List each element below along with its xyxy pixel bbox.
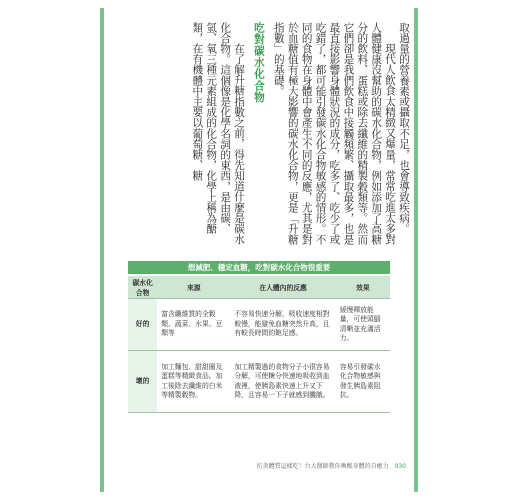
table-title: 想減肥、穩定血糖，吃對碳水化合物很重要 bbox=[128, 261, 390, 274]
table-row-bad bbox=[128, 351, 390, 413]
page-footer bbox=[226, 461, 406, 470]
footer-book-title: 抗炎體質這樣吃！台大醫師教你喚醒身體的自癒力 bbox=[256, 463, 389, 470]
row-label-good: 好的 bbox=[128, 299, 157, 351]
cell-source-bad: 加工麵包、甜甜圈及蛋糕等精緻食品。加工後除去纖維的白米等精製穀物。 bbox=[157, 351, 230, 413]
section-heading: 吃對碳水化合物 bbox=[252, 22, 265, 104]
cell-source-good: 富含纖維質的全穀類、蔬菜、水果、豆類等 bbox=[157, 299, 230, 351]
page-right-border bbox=[414, 8, 418, 492]
cell-reaction-bad: 加工精製過的食物分子小很容易分解，可使糖分快速地吸收到血液裡，使胰島素快速上升又下降，且容易一下子就感到饑餓。 bbox=[230, 351, 335, 413]
header-carb: 碳水化合物 bbox=[128, 276, 157, 299]
cell-effect-bad: 容易引發碳水化合物敏感與發生胰島素阻抗。 bbox=[336, 351, 390, 413]
header-reaction: 在人體內的反應 bbox=[230, 276, 335, 299]
page-left-border bbox=[100, 8, 104, 492]
row-label-bad: 壞的 bbox=[128, 351, 157, 413]
cell-reaction-good: 不容易快速分解，吸收速度相對較慢，能避免血糖突然升高，且有較長時間的飽足感。 bbox=[230, 299, 335, 351]
cell-effect-good: 緩慢釋放能量，可使頭腦清晰並充滿活力。 bbox=[336, 299, 390, 351]
table-row-good bbox=[128, 299, 390, 351]
paragraph-1: 取過量的營養素或攝取不足，也會導致疾病。 bbox=[398, 22, 410, 234]
carb-comparison-table bbox=[128, 276, 390, 413]
header-source: 來源 bbox=[157, 276, 230, 299]
table-header-row bbox=[128, 276, 390, 299]
paragraph-2: 現代人飲食太精緻又爆量，常常吃進太多對人體健康沒幫助的碳水化合物，例如添加了高糖分的飲料、蛋糕或除去纖維的精製穀類等。然而它們卻是我們飲食中接觸頻繁、攝取最多，也是最直接影響身體狀況的成分，吃多了、吃少了或吃錯了，都可能引發碳水化合物敏感的情形。不同的食物在身體中會產生不同的反應，尤其是對於血糖值有極大影響的碳水化合物，更是「升糖指數」的基礎。 bbox=[272, 22, 397, 245]
page-number: 030 bbox=[394, 463, 406, 470]
vertical-body-text bbox=[118, 22, 410, 254]
paragraph-3: 在了解升糖指數之前，得先知道什麼是碳水化合物。這個像是化學名詞的東西，是由碳、氫、氧三種元素組成的化合物，化學上稱為醣類，在有機體中主要以葡萄糖、糖 bbox=[191, 22, 246, 245]
header-effect: 效果 bbox=[336, 276, 390, 299]
